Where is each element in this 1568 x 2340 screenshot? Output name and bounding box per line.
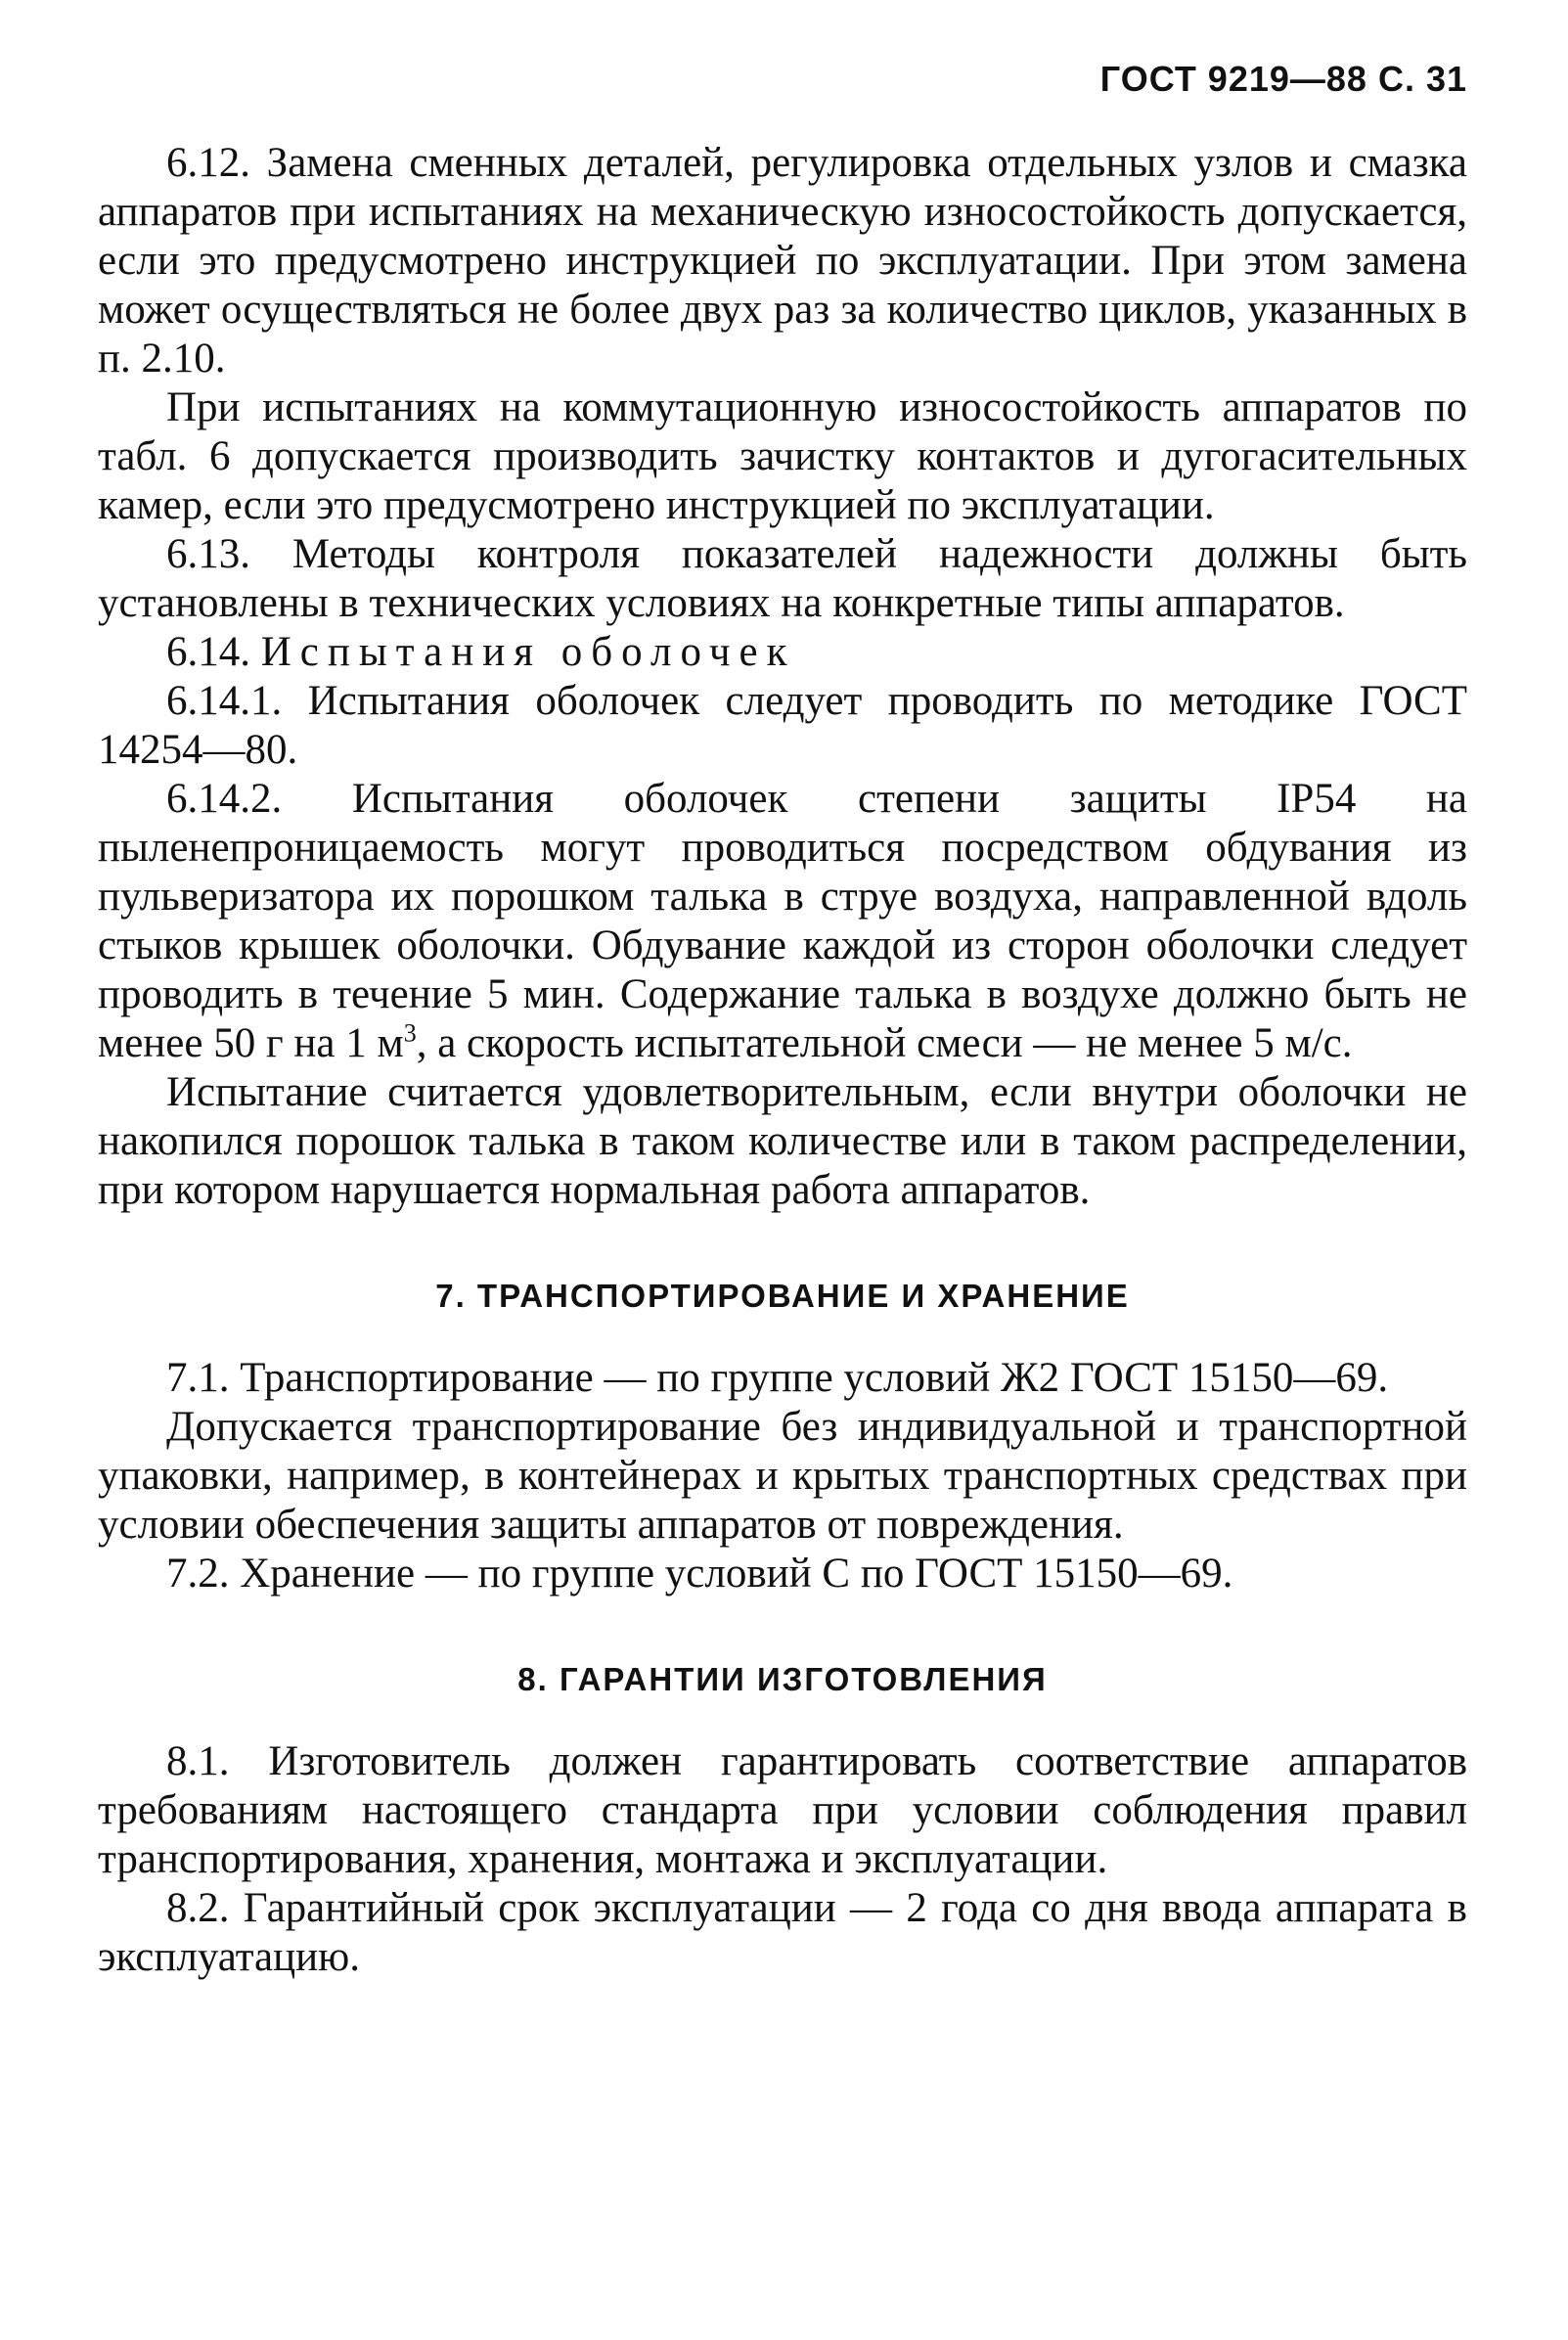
paragraph-6-14-2-continued: Испытание считается удовлетворительным, если внутри оболочки не накопился порошок талька в таком количестве или в таком распределении, при котором нарушается нормальная работа аппаратов. — [98, 1069, 1467, 1213]
paragraph-6-14-2 — [98, 775, 1467, 1068]
paragraph-6-14-2-text-b: , а скорость испытательной смеси — не менее 5 м/с. — [416, 1020, 1353, 1066]
section-6-content — [98, 139, 1467, 1215]
section-7-content — [98, 1354, 1467, 1598]
section-7-title: 7. ТРАНСПОРТИРОВАНИЕ И ХРАНЕНИЕ — [435, 1278, 1130, 1314]
paragraph-6-14-2-text-a: 6.14.2. Испытания оболочек степени защиты IP54 на пыленепроницаемость могут проводиться посредством обдувания из пульверизатора их порошком талька в струе воздуха, направленной вдоль стыков крышек оболочки. Обдувание каждой из сторон оболочки следует проводить в течение 5 мин. Содержание талька в воздухе должно быть не менее 50 г на 1 м — [98, 776, 1467, 1066]
paragraph-8-1: 8.1. Изготовитель должен гарантировать соответствие аппаратов требованиям настоящего стандарта при условии соблюдения правил транспортирования, хранения, монтажа и эксплуатации. — [98, 1738, 1467, 1882]
paragraph-6-14-1: 6.14.1. Испытания оболочек следует проводить по методике ГОСТ 14254—80. — [98, 678, 1467, 773]
document-page — [98, 59, 1467, 1982]
paragraph-6-12: 6.12. Замена сменных деталей, регулировка отдельных узлов и смазка аппаратов при испытаниях на механическую износостойкость допускается, если это предусмотрено инструкцией по эксплуатации. При этом замена может осуществляться не более двух раз за количество циклов, указанных в п. 2.10. — [98, 140, 1467, 382]
paragraph-7-1-continued: Допускается транспортирование без индивидуальной и транспортной упаковки, например, в контейнерах и крытых транспортных средствах при условии обеспечения защиты аппаратов от повреждения. — [98, 1404, 1467, 1548]
paragraph-7-2: 7.2. Хранение — по группе условий С по ГОСТ 15150—69. — [166, 1551, 1233, 1597]
page-header: ГОСТ 9219—88 С. 31 — [1099, 59, 1467, 99]
paragraph-6-14-heading: Испытания оболочек — [260, 629, 796, 675]
section-8-content — [98, 1737, 1467, 1982]
section-8-title: 8. ГАРАНТИИ ИЗГОТОВЛЕНИЯ — [517, 1661, 1048, 1697]
paragraph-6-14 — [98, 628, 1467, 677]
paragraph-6-13: 6.13. Методы контроля показателей надежности должны быть установлены в технических условиях на конкретные типы аппаратов. — [98, 531, 1467, 626]
superscript-cubic: 3 — [403, 1018, 417, 1048]
paragraph-7-1: 7.1. Транспортирование — по группе условий Ж2 ГОСТ 15150—69. — [166, 1355, 1389, 1401]
paragraph-8-2: 8.2. Гарантийный срок эксплуатации — 2 года со дня ввода аппарата в эксплуатацию. — [98, 1885, 1467, 1980]
paragraph-6-12-continued: При испытаниях на коммутационную износостойкость аппаратов по табл. 6 допускается производить зачистку контактов и дугогасительных камер, если это предусмотрено инструкцией по эксплуатации. — [98, 384, 1467, 528]
paragraph-6-14-number: 6.14. — [166, 629, 250, 675]
